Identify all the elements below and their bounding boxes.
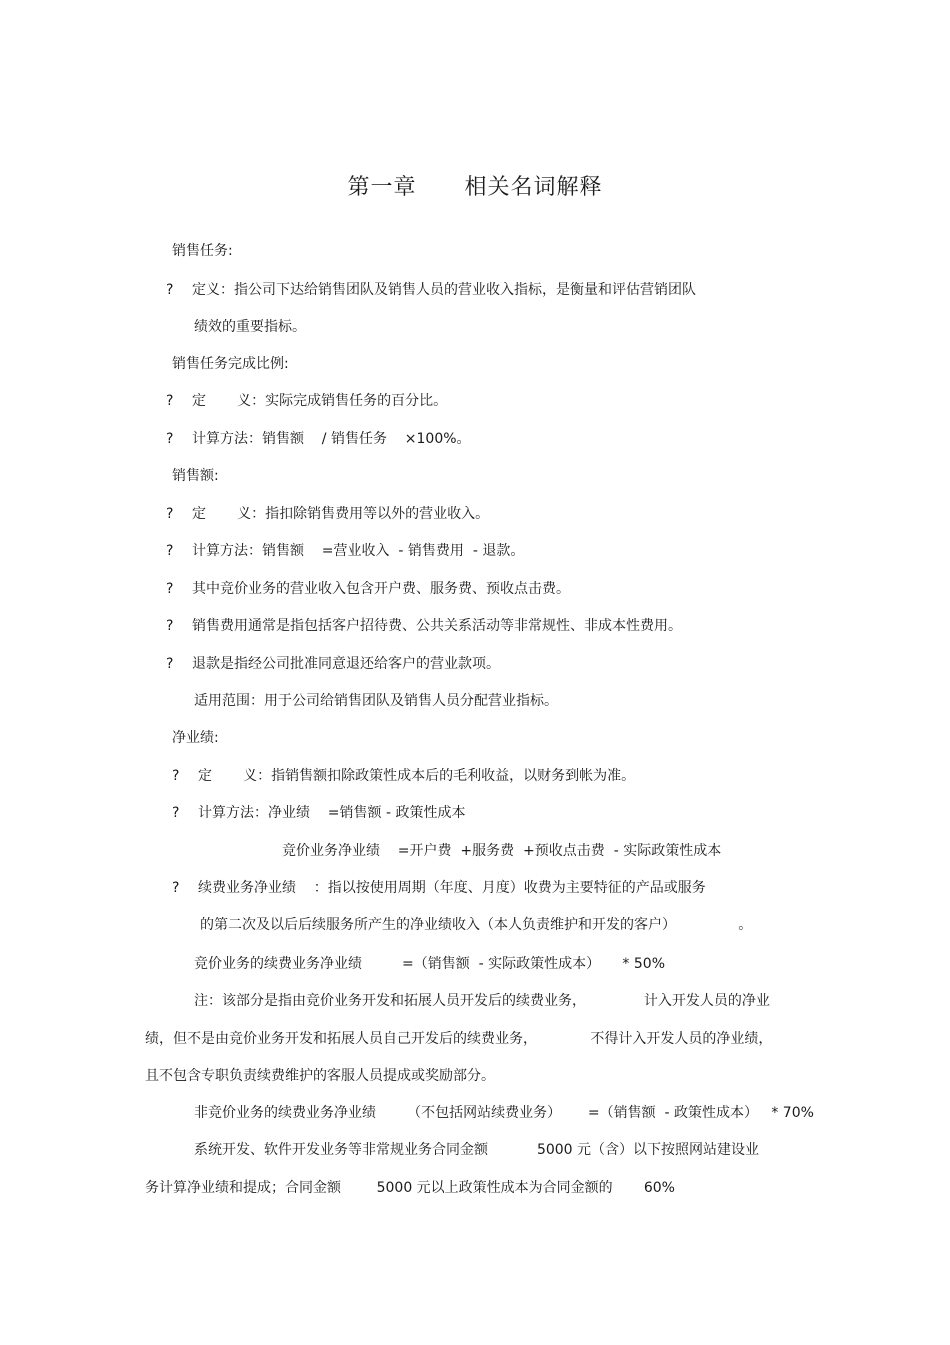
list-item: ? 续费业务净业绩 ：指以按使用周期（年度、月度）收费为主要特征的产品或服务	[172, 880, 706, 896]
list-item: ? 计算方法：销售额 =营业收入 - 销售费用 - 退款。	[166, 543, 525, 559]
bullet-marker: ?	[166, 431, 174, 447]
list-item: ? 计算方法：净业绩 =销售额 - 政策性成本	[172, 805, 466, 821]
bullet-marker: ?	[166, 543, 174, 559]
formula-line: 非竞价业务的续费业务净业绩 （不包括网站续费业务） =（销售额 - 政策性成本） * 70%	[194, 1105, 814, 1121]
note-paragraph: 绩，但不是由竞价业务开发和拓展人员自己开发后的续费业务， 不得计入开发人员的净业绩，	[145, 1031, 773, 1047]
note-paragraph: 且不包含专职负责续费维护的客服人员提成或奖励部分。	[145, 1068, 495, 1084]
list-item: ? 其中竞价业务的营业收入包含开户费、服务费、预收点击费。	[166, 581, 570, 597]
paragraph: 适用范围：用于公司给销售团队及销售人员分配营业指标。	[194, 693, 558, 709]
list-item-continuation: 绩效的重要指标。	[194, 319, 306, 335]
bullet-marker: ?	[166, 656, 174, 672]
list-item: ? 定义：指公司下达给销售团队及销售人员的营业收入指标，是衡量和评估营销团队	[166, 282, 696, 298]
list-item: ? 定 义：指销售额扣除政策性成本后的毛利收益，以财务到帐为准。	[172, 768, 636, 784]
list-item: ? 定 义：指扣除销售费用等以外的营业收入。	[166, 506, 490, 522]
section-heading: 销售任务:	[172, 243, 233, 259]
bullet-marker: ?	[166, 282, 174, 298]
paragraph: 系统开发、软件开发业务等非常规业务合同金额 5000 元（含）以下按照网站建设业	[194, 1142, 760, 1158]
bullet-marker: ?	[166, 618, 174, 634]
bullet-marker: ?	[172, 880, 180, 896]
chapter-number: 第一章	[347, 175, 417, 200]
paragraph: 务计算净业绩和提成；合同金额 5000 元以上政策性成本为合同金额的 60%	[145, 1180, 675, 1196]
list-item: ? 退款是指经公司批准同意退还给客户的营业款项。	[166, 656, 500, 672]
chapter-title	[0, 170, 950, 201]
bullet-marker: ?	[166, 581, 174, 597]
note-paragraph: 注：该部分是指由竞价业务开发和拓展人员开发后的续费业务， 计入开发人员的净业	[194, 993, 770, 1009]
chapter-name: 相关名词解释	[464, 175, 603, 200]
list-item: ? 销售费用通常是指包括客户招待费、公共关系活动等非常规性、非成本性费用。	[166, 618, 682, 634]
bullet-marker: ?	[166, 393, 174, 409]
list-item: ? 定 义：实际完成销售任务的百分比。	[166, 393, 448, 409]
formula-line: 竞价业务净业绩 =开户费 +服务费 +预收点击费 - 实际政策性成本	[282, 843, 722, 859]
list-item-continuation: 的第二次及以后后续服务所产生的净业绩收入（本人负责维护和开发的客户） 。	[200, 917, 753, 933]
bullet-marker: ?	[172, 768, 180, 784]
section-heading: 净业绩:	[172, 730, 219, 746]
section-heading: 销售额:	[172, 468, 219, 484]
formula-line: 竞价业务的续费业务净业绩 =（销售额 - 实际政策性成本） * 50%	[194, 956, 666, 972]
bullet-marker: ?	[166, 506, 174, 522]
section-heading: 销售任务完成比例:	[172, 356, 289, 372]
list-item: ? 计算方法：销售额 / 销售任务 ×100%。	[166, 431, 471, 447]
bullet-marker: ?	[172, 805, 180, 821]
